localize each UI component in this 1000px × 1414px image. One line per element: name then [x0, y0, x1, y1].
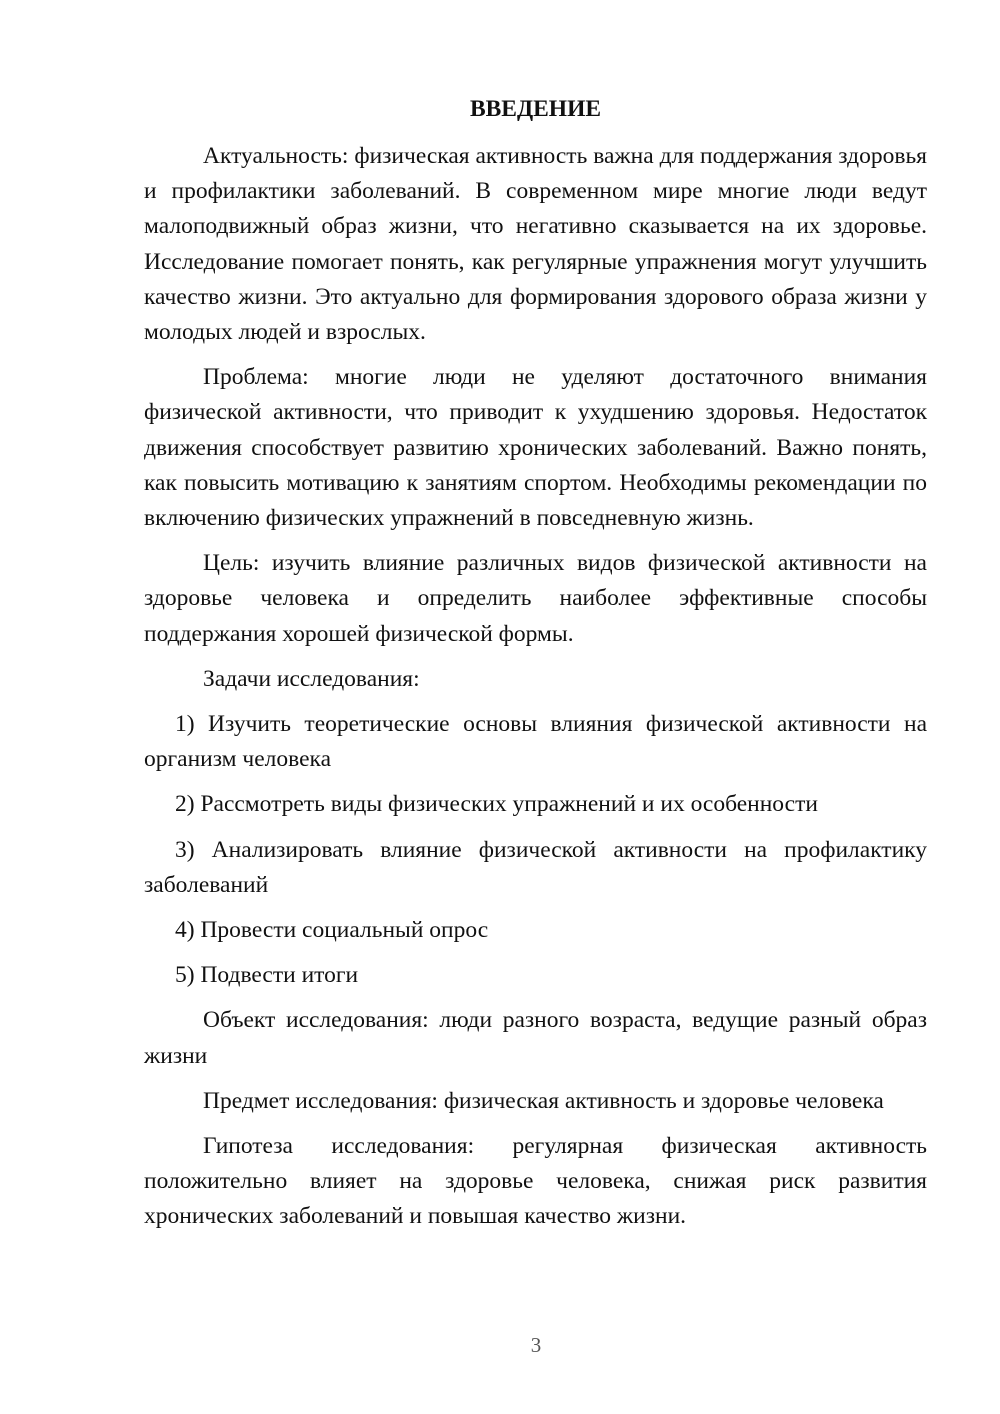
paragraph-relevance: Актуальность: физическая активность важна для поддержания здоровья и профилактики заболеваний. В современном мире многие люди ведут малоподвижный образ жизни, что негативно сказывается на их здоровье. Исследование помогает понять, как регулярные упражнения могут улучшить качество жизни. Это актуально для формирования здорового образа жизни у молодых людей и взрослых. [144, 143, 927, 346]
page-number: 3 [530, 1333, 542, 1357]
task-item-1: 1) Изучить теоретические основы влияния физической активности на организм человека [144, 711, 927, 773]
paragraph-goal: Цель: изучить влияние различных видов физической активности на здоровье человека и определить наиболее эффективные способы поддержания хорошей физической формы. [144, 550, 927, 647]
task-item-5: 5) Подвести итоги [175, 962, 359, 989]
task-item-4: 4) Провести социальный опрос [175, 917, 489, 944]
task-item-2: 2) Рассмотреть виды физических упражнений и их особенности [175, 791, 818, 818]
page-content [144, 92, 927, 1245]
paragraph-subject: Предмет исследования: физическая активность и здоровье человека [203, 1087, 884, 1114]
paragraph-hypothesis: Гипотеза исследования: регулярная физическая активность положительно влияет на здоровье человека, снижая риск развития хронических заболеваний и повышая качество жизни. [144, 1133, 927, 1230]
paragraph-problem: Проблема: многие люди не уделяют достаточного внимания физической активности, что приводит к ухудшению здоровья. Недостаток движения способствует развитию хронических заболеваний. Важно понять, как повысить мотивацию к занятиям спортом. Необходимы рекомендации по включению физических упражнений в повседневную жизнь. [144, 364, 927, 532]
paragraph-tasks-heading: Задачи исследования: [203, 665, 420, 692]
section-title: ВВЕДЕНИЕ [469, 96, 602, 122]
task-item-3: 3) Анализировать влияние физической активности на профилактику заболеваний [144, 836, 927, 898]
paragraph-object: Объект исследования: люди разного возраста, ведущие разный образ жизни [144, 1007, 927, 1069]
